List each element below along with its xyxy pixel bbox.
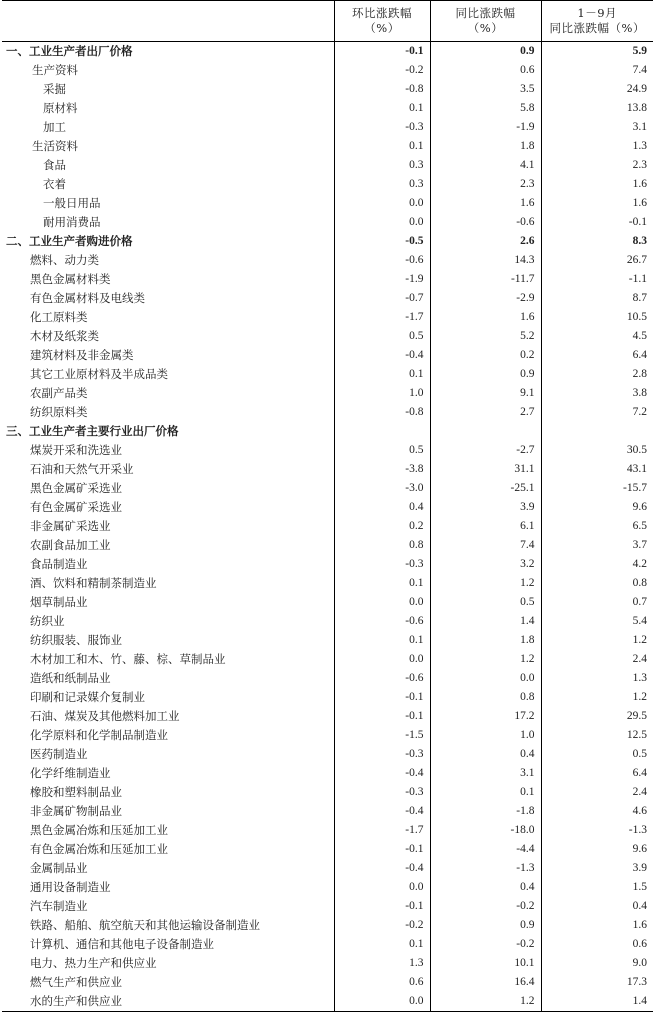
table-row bbox=[2, 308, 653, 327]
yoy-change-value: 0.0 bbox=[430, 669, 541, 688]
yoy-change-value: -11.7 bbox=[430, 270, 541, 289]
yoy-change-value: 0.6 bbox=[430, 61, 541, 80]
mom-change-value: -0.1 bbox=[334, 897, 430, 916]
mom-change-value: -0.3 bbox=[334, 745, 430, 764]
mom-change-value: 0.4 bbox=[334, 498, 430, 517]
row-label: 一、工业生产者出厂价格 bbox=[2, 42, 334, 62]
row-label: 橡胶和塑料制品业 bbox=[2, 783, 334, 802]
row-label: 一般日用品 bbox=[2, 194, 334, 213]
table-row bbox=[2, 422, 653, 441]
row-label: 化工原料类 bbox=[2, 308, 334, 327]
mom-change-value: -0.1 bbox=[334, 840, 430, 859]
header-ytd-yoy-title: 同比涨跌幅（%） bbox=[549, 21, 645, 35]
row-label: 农副食品加工业 bbox=[2, 536, 334, 555]
yoy-change-value: -4.4 bbox=[430, 840, 541, 859]
mom-change-value: -0.1 bbox=[334, 688, 430, 707]
ytd-yoy-change-value: 2.4 bbox=[632, 653, 647, 665]
yoy-change-value: 4.1 bbox=[430, 156, 541, 175]
table-row bbox=[2, 650, 653, 669]
header-row bbox=[2, 1, 653, 42]
mom-change-value: 0.0 bbox=[334, 213, 430, 232]
yoy-change-value: -0.6 bbox=[430, 213, 541, 232]
row-label: 木材及纸浆类 bbox=[2, 327, 334, 346]
table-row bbox=[2, 745, 653, 764]
row-label: 金属制品业 bbox=[2, 859, 334, 878]
table-row bbox=[2, 688, 653, 707]
ytd-yoy-change-value: 1.2 bbox=[632, 691, 647, 703]
ytd-yoy-change-value: 10.5 bbox=[626, 311, 647, 323]
header-yoy-change-unit: （%） bbox=[467, 21, 504, 35]
ytd-yoy-change-value: 5.4 bbox=[632, 615, 647, 627]
ytd-yoy-change-value: 9.6 bbox=[632, 843, 647, 855]
row-label: 印刷和记录媒介复制业 bbox=[2, 688, 334, 707]
table-row bbox=[2, 859, 653, 878]
mom-change-value: 0.6 bbox=[334, 973, 430, 992]
ytd-yoy-change-value: 17.3 bbox=[626, 976, 647, 988]
table-row bbox=[2, 460, 653, 479]
ytd-yoy-change-value: -1.3 bbox=[628, 824, 647, 836]
mom-change-value: -3.8 bbox=[334, 460, 430, 479]
ytd-yoy-change-value: 3.1 bbox=[632, 121, 647, 133]
ytd-yoy-change-value: 5.9 bbox=[632, 45, 647, 57]
ytd-yoy-change-value: 0.4 bbox=[632, 900, 647, 912]
table-row bbox=[2, 156, 653, 175]
header-yoy-change bbox=[430, 1, 541, 42]
row-label: 酒、饮料和精制茶制造业 bbox=[2, 574, 334, 593]
row-label: 非金属矿采选业 bbox=[2, 517, 334, 536]
table-row bbox=[2, 992, 653, 1012]
row-label: 燃料、动力类 bbox=[2, 251, 334, 270]
mom-change-value: -0.6 bbox=[334, 251, 430, 270]
table-row bbox=[2, 327, 653, 346]
yoy-change-value: 1.6 bbox=[430, 308, 541, 327]
mom-change-value: 0.3 bbox=[334, 156, 430, 175]
ytd-yoy-change-value: 1.6 bbox=[632, 919, 647, 931]
yoy-change-value: 2.3 bbox=[430, 175, 541, 194]
table-row bbox=[2, 878, 653, 897]
ytd-yoy-change-value: 29.5 bbox=[626, 710, 647, 722]
ytd-yoy-change-value: 7.4 bbox=[632, 64, 647, 76]
mom-change-value: -1.5 bbox=[334, 726, 430, 745]
mom-change-value: -0.4 bbox=[334, 802, 430, 821]
yoy-change-value: 1.8 bbox=[430, 137, 541, 156]
yoy-change-value: 1.2 bbox=[430, 574, 541, 593]
mom-change-value: 0.0 bbox=[334, 650, 430, 669]
ytd-yoy-change-value: 24.9 bbox=[626, 83, 647, 95]
table-row bbox=[2, 194, 653, 213]
table-row bbox=[2, 821, 653, 840]
yoy-change-value: 1.2 bbox=[430, 650, 541, 669]
row-label: 黑色金属冶炼和压延加工业 bbox=[2, 821, 334, 840]
yoy-change-value: -0.2 bbox=[430, 935, 541, 954]
table-row bbox=[2, 707, 653, 726]
yoy-change-value: 0.9 bbox=[430, 365, 541, 384]
mom-change-value: 0.1 bbox=[334, 935, 430, 954]
ytd-yoy-change-value: 26.7 bbox=[626, 254, 647, 266]
table-row bbox=[2, 346, 653, 365]
mom-change-value: -1.9 bbox=[334, 270, 430, 289]
yoy-change-value: 1.2 bbox=[430, 992, 541, 1012]
yoy-change-value: 2.7 bbox=[430, 403, 541, 422]
yoy-change-value: 5.8 bbox=[430, 99, 541, 118]
yoy-change-value: -1.3 bbox=[430, 859, 541, 878]
row-label: 木材加工和木、竹、藤、棕、草制品业 bbox=[2, 650, 334, 669]
mom-change-value: 1.3 bbox=[334, 954, 430, 973]
mom-change-value: -0.4 bbox=[334, 764, 430, 783]
yoy-change-value: 0.1 bbox=[430, 783, 541, 802]
yoy-change-value: 7.4 bbox=[430, 536, 541, 555]
row-label: 铁路、船舶、航空航天和其他运输设备制造业 bbox=[2, 916, 334, 935]
ytd-yoy-change-value: 1.5 bbox=[632, 881, 647, 893]
table-row bbox=[2, 897, 653, 916]
ytd-yoy-change-value: 1.3 bbox=[632, 140, 647, 152]
mom-change-value: 0.5 bbox=[334, 327, 430, 346]
header-mom-change bbox=[334, 1, 430, 42]
table-row bbox=[2, 479, 653, 498]
table-row bbox=[2, 118, 653, 137]
row-label: 计算机、通信和其他电子设备制造业 bbox=[2, 935, 334, 954]
mom-change-value: 0.0 bbox=[334, 593, 430, 612]
row-label: 石油和天然气开采业 bbox=[2, 460, 334, 479]
yoy-change-value: 0.9 bbox=[430, 42, 541, 62]
ytd-yoy-change-value: 30.5 bbox=[626, 444, 647, 456]
row-label: 纺织原料类 bbox=[2, 403, 334, 422]
ytd-yoy-change-value: 3.9 bbox=[632, 862, 647, 874]
mom-change-value: -0.6 bbox=[334, 612, 430, 631]
yoy-change-value: 0.9 bbox=[430, 916, 541, 935]
ytd-yoy-change-value: 3.7 bbox=[632, 539, 647, 551]
yoy-change-value: 17.2 bbox=[430, 707, 541, 726]
table-row bbox=[2, 384, 653, 403]
ytd-yoy-change-value: -0.1 bbox=[628, 216, 647, 228]
row-label: 烟草制品业 bbox=[2, 593, 334, 612]
mom-change-value: -0.3 bbox=[334, 118, 430, 137]
ytd-yoy-change-value: 2.3 bbox=[632, 159, 647, 171]
table-row bbox=[2, 517, 653, 536]
mom-change-value: -0.4 bbox=[334, 346, 430, 365]
yoy-change-value: 3.5 bbox=[430, 80, 541, 99]
table-row bbox=[2, 726, 653, 745]
yoy-change-value: 0.4 bbox=[430, 878, 541, 897]
row-label: 纺织业 bbox=[2, 612, 334, 631]
table-row bbox=[2, 574, 653, 593]
ytd-yoy-change-value: 9.0 bbox=[632, 957, 647, 969]
table-row bbox=[2, 213, 653, 232]
mom-change-value: -0.8 bbox=[334, 403, 430, 422]
row-label: 医药制造业 bbox=[2, 745, 334, 764]
row-label: 电力、热力生产和供应业 bbox=[2, 954, 334, 973]
yoy-change-value: 9.1 bbox=[430, 384, 541, 403]
row-label: 生产资料 bbox=[2, 61, 334, 80]
mom-change-value: -1.7 bbox=[334, 308, 430, 327]
row-label: 煤炭开采和洗选业 bbox=[2, 441, 334, 460]
ytd-yoy-change-value: 13.8 bbox=[626, 102, 647, 114]
row-label: 原材料 bbox=[2, 99, 334, 118]
row-label: 石油、煤炭及其他燃料加工业 bbox=[2, 707, 334, 726]
table-row bbox=[2, 555, 653, 574]
yoy-change-value: 1.0 bbox=[430, 726, 541, 745]
header-ytd-yoy-change bbox=[541, 1, 653, 42]
row-label: 纺织服装、服饰业 bbox=[2, 631, 334, 650]
table-row bbox=[2, 365, 653, 384]
row-label: 水的生产和供应业 bbox=[2, 992, 334, 1012]
table-row bbox=[2, 99, 653, 118]
header-ytd-period: 1－9月 bbox=[577, 6, 618, 20]
ytd-yoy-change-value: 8.7 bbox=[632, 292, 647, 304]
row-label: 黑色金属材料类 bbox=[2, 270, 334, 289]
ytd-yoy-change-value: 43.1 bbox=[626, 463, 647, 475]
ytd-yoy-change-value: 3.8 bbox=[632, 387, 647, 399]
ytd-yoy-change-value: 1.6 bbox=[632, 197, 647, 209]
table-row bbox=[2, 916, 653, 935]
ytd-yoy-change-value: 4.2 bbox=[632, 558, 647, 570]
mom-change-value: 0.1 bbox=[334, 631, 430, 650]
yoy-change-value: 6.1 bbox=[430, 517, 541, 536]
yoy-change-value: 1.4 bbox=[430, 612, 541, 631]
mom-change-value: 0.0 bbox=[334, 992, 430, 1012]
table-row bbox=[2, 498, 653, 517]
mom-change-value: 0.0 bbox=[334, 194, 430, 213]
ytd-yoy-change-value: 9.6 bbox=[632, 501, 647, 513]
table-row bbox=[2, 840, 653, 859]
ytd-yoy-change-value: 1.4 bbox=[541, 992, 653, 1012]
ytd-yoy-change-value: 1.2 bbox=[632, 634, 647, 646]
row-label: 化学原料和化学制品制造业 bbox=[2, 726, 334, 745]
table-row bbox=[2, 954, 653, 973]
yoy-change-value: -0.2 bbox=[430, 897, 541, 916]
row-label: 黑色金属矿采选业 bbox=[2, 479, 334, 498]
ytd-yoy-change-value: 6.5 bbox=[632, 520, 647, 532]
row-label: 造纸和纸制品业 bbox=[2, 669, 334, 688]
table-row bbox=[2, 289, 653, 308]
ytd-yoy-change-value: 8.3 bbox=[632, 235, 647, 247]
mom-change-value: -0.2 bbox=[334, 916, 430, 935]
row-label: 有色金属冶炼和压延加工业 bbox=[2, 840, 334, 859]
mom-change-value: -0.3 bbox=[334, 555, 430, 574]
table-header bbox=[2, 1, 653, 42]
table-row bbox=[2, 669, 653, 688]
ytd-yoy-change-value: 12.5 bbox=[626, 729, 647, 741]
table-row bbox=[2, 593, 653, 612]
yoy-change-value: 10.1 bbox=[430, 954, 541, 973]
table-row bbox=[2, 80, 653, 99]
mom-change-value: -0.1 bbox=[334, 707, 430, 726]
mom-change-value: 0.1 bbox=[334, 365, 430, 384]
table-row bbox=[2, 631, 653, 650]
ytd-yoy-change-value: 6.4 bbox=[632, 767, 647, 779]
mom-change-value: 0.1 bbox=[334, 574, 430, 593]
mom-change-value: -0.8 bbox=[334, 80, 430, 99]
mom-change-value: -1.7 bbox=[334, 821, 430, 840]
table-row bbox=[2, 232, 653, 251]
row-label: 采掘 bbox=[2, 80, 334, 99]
mom-change-value: 0.1 bbox=[334, 137, 430, 156]
row-label: 有色金属矿采选业 bbox=[2, 498, 334, 517]
mom-change-value: -3.0 bbox=[334, 479, 430, 498]
header-mom-change-unit: （%） bbox=[364, 21, 400, 35]
header-mom-change-title: 环比涨跌幅 bbox=[352, 6, 412, 20]
row-label: 生活资料 bbox=[2, 137, 334, 156]
yoy-change-value: 3.2 bbox=[430, 555, 541, 574]
table-row bbox=[2, 783, 653, 802]
table-row bbox=[2, 61, 653, 80]
row-label: 汽车制造业 bbox=[2, 897, 334, 916]
yoy-change-value: 31.1 bbox=[430, 460, 541, 479]
row-label: 燃气生产和供应业 bbox=[2, 973, 334, 992]
mom-change-value: -0.3 bbox=[334, 783, 430, 802]
yoy-change-value: 14.3 bbox=[430, 251, 541, 270]
ytd-yoy-change-value: 0.5 bbox=[632, 748, 647, 760]
yoy-change-value: -18.0 bbox=[430, 821, 541, 840]
yoy-change-value: 0.2 bbox=[430, 346, 541, 365]
table-row bbox=[2, 137, 653, 156]
row-label: 衣着 bbox=[2, 175, 334, 194]
mom-change-value: -0.1 bbox=[334, 42, 430, 62]
yoy-change-value: 3.9 bbox=[430, 498, 541, 517]
ytd-yoy-change-value bbox=[541, 422, 653, 441]
mom-change-value: 1.0 bbox=[334, 384, 430, 403]
yoy-change-value: -2.7 bbox=[430, 441, 541, 460]
yoy-change-value: 1.6 bbox=[430, 194, 541, 213]
header-yoy-change-title: 同比涨跌幅 bbox=[455, 6, 516, 20]
ytd-yoy-change-value: 2.4 bbox=[632, 786, 647, 798]
yoy-change-value: 16.4 bbox=[430, 973, 541, 992]
yoy-change-value: -1.9 bbox=[430, 118, 541, 137]
table-row bbox=[2, 270, 653, 289]
table-row bbox=[2, 973, 653, 992]
mom-change-value: 0.5 bbox=[334, 441, 430, 460]
yoy-change-value: 5.2 bbox=[430, 327, 541, 346]
mom-change-value: -0.7 bbox=[334, 289, 430, 308]
yoy-change-value bbox=[430, 422, 541, 441]
table-row bbox=[2, 42, 653, 62]
ytd-yoy-change-value: -15.7 bbox=[623, 482, 647, 494]
table-row bbox=[2, 403, 653, 422]
row-label: 食品 bbox=[2, 156, 334, 175]
mom-change-value: 0.8 bbox=[334, 536, 430, 555]
yoy-change-value: 0.4 bbox=[430, 745, 541, 764]
ytd-yoy-change-value: 0.8 bbox=[632, 577, 647, 589]
row-label: 其它工业原材料及半成品类 bbox=[2, 365, 334, 384]
row-label: 非金属矿物制品业 bbox=[2, 802, 334, 821]
ytd-yoy-change-value: -1.1 bbox=[628, 273, 647, 285]
price-index-table bbox=[2, 0, 653, 1012]
table-row bbox=[2, 764, 653, 783]
row-label: 二、工业生产者购进价格 bbox=[2, 232, 334, 251]
mom-change-value: -0.4 bbox=[334, 859, 430, 878]
ytd-yoy-change-value: 0.7 bbox=[632, 596, 647, 608]
table-row bbox=[2, 935, 653, 954]
mom-change-value: 0.1 bbox=[334, 99, 430, 118]
ytd-yoy-change-value: 4.5 bbox=[632, 330, 647, 342]
row-label: 耐用消费品 bbox=[2, 213, 334, 232]
yoy-change-value: 2.6 bbox=[430, 232, 541, 251]
yoy-change-value: 0.5 bbox=[430, 593, 541, 612]
table-row bbox=[2, 251, 653, 270]
ytd-yoy-change-value: 6.4 bbox=[632, 349, 647, 361]
yoy-change-value: -1.8 bbox=[430, 802, 541, 821]
table-row bbox=[2, 441, 653, 460]
yoy-change-value: 3.1 bbox=[430, 764, 541, 783]
row-label: 食品制造业 bbox=[2, 555, 334, 574]
mom-change-value: -0.5 bbox=[334, 232, 430, 251]
row-label: 有色金属材料及电线类 bbox=[2, 289, 334, 308]
ytd-yoy-change-value: 4.6 bbox=[632, 805, 647, 817]
mom-change-value: 0.0 bbox=[334, 878, 430, 897]
ytd-yoy-change-value: 7.2 bbox=[632, 406, 647, 418]
row-label: 建筑材料及非金属类 bbox=[2, 346, 334, 365]
ytd-yoy-change-value: 2.8 bbox=[632, 368, 647, 380]
table-row bbox=[2, 802, 653, 821]
yoy-change-value: -2.9 bbox=[430, 289, 541, 308]
mom-change-value: -0.2 bbox=[334, 61, 430, 80]
table-row bbox=[2, 536, 653, 555]
header-blank-cell bbox=[2, 1, 334, 42]
yoy-change-value: 0.8 bbox=[430, 688, 541, 707]
mom-change-value bbox=[334, 422, 430, 441]
row-label: 农副产品类 bbox=[2, 384, 334, 403]
ytd-yoy-change-value: 1.3 bbox=[632, 672, 647, 684]
table-row bbox=[2, 612, 653, 631]
ytd-yoy-change-value: 1.6 bbox=[632, 178, 647, 190]
mom-change-value: 0.2 bbox=[334, 517, 430, 536]
row-label: 化学纤维制造业 bbox=[2, 764, 334, 783]
table-body bbox=[2, 42, 653, 1012]
mom-change-value: -0.6 bbox=[334, 669, 430, 688]
ytd-yoy-change-value: 0.6 bbox=[632, 938, 647, 950]
mom-change-value: 0.3 bbox=[334, 175, 430, 194]
yoy-change-value: -25.1 bbox=[430, 479, 541, 498]
row-label: 加工 bbox=[2, 118, 334, 137]
yoy-change-value: 1.8 bbox=[430, 631, 541, 650]
table-row bbox=[2, 175, 653, 194]
row-label: 三、工业生产者主要行业出厂价格 bbox=[2, 422, 334, 441]
row-label: 通用设备制造业 bbox=[2, 878, 334, 897]
